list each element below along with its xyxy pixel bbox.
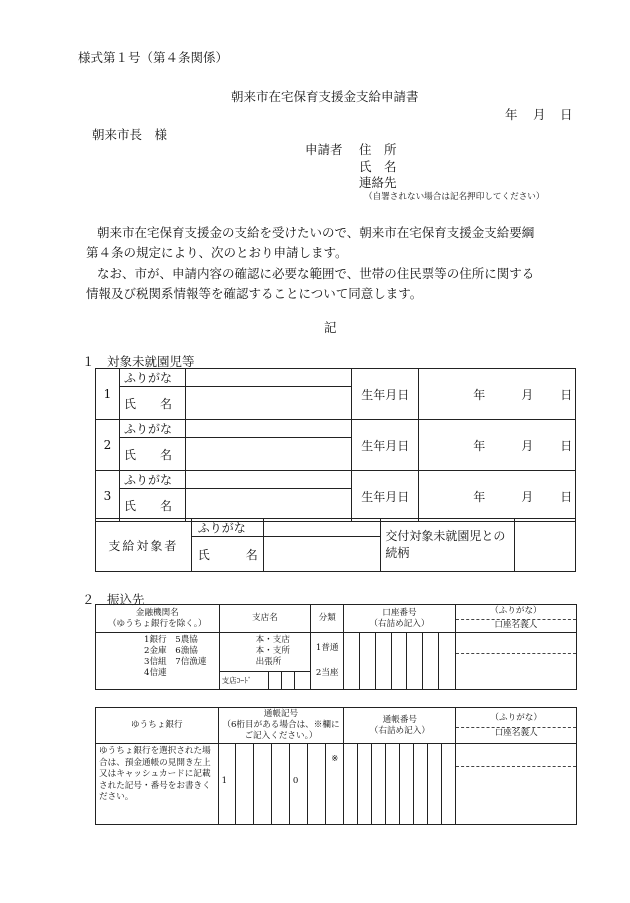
name-label: 氏 名: [119, 438, 185, 471]
name-label: 氏 名: [119, 489, 185, 522]
furigana-label: ふりがな: [119, 369, 185, 387]
child-number: 2: [96, 420, 120, 471]
birth-field[interactable]: 年 月 日: [419, 471, 576, 522]
date-year: 年: [505, 107, 518, 122]
child-number: 3: [96, 471, 120, 522]
date-month: 月: [533, 107, 546, 122]
recipient-furigana-field[interactable]: [263, 519, 381, 537]
body-line-3: なお、市が、申請内容の確認に必要な範囲で、世帯の住民票等の住所に関する: [97, 266, 535, 281]
furigana-field[interactable]: [185, 369, 352, 387]
name-field[interactable]: [185, 489, 352, 522]
body-line-4: 情報及び税関系情報等を確認することについて同意します。: [86, 286, 423, 301]
recipient-name-label: 氏 名: [191, 537, 263, 572]
account-number-header: 口座番号 （右詰め記入）: [344, 605, 456, 633]
furigana-field[interactable]: [185, 471, 352, 489]
recipient-label: 支給対象者: [96, 519, 192, 572]
birth-field[interactable]: 年 月 日: [419, 369, 576, 420]
body-line-2: 第４条の規定により、次のとおり申請します。: [86, 245, 348, 260]
branch-code-field[interactable]: 支店ｺｰﾄﾞ: [220, 671, 311, 689]
category-header: 分類: [311, 605, 344, 633]
relation-field[interactable]: [515, 519, 576, 572]
yucho-holder-field[interactable]: [456, 744, 577, 825]
birth-field[interactable]: 年 月 日: [419, 420, 576, 471]
child-number: 1: [96, 369, 120, 420]
yucho-note: ゆうちょ銀行を選択された場合は、預金通帳の見開き左上又はキャッシュカードに記載された記号・番号をお書きください。: [96, 744, 219, 825]
birth-label: 生年月日: [352, 420, 419, 471]
bank-type-field[interactable]: 1銀行 5農協 2金庫 6漁協 3信組 7信漁連 4信連: [96, 633, 220, 690]
holder-field[interactable]: [455, 633, 576, 690]
birth-label: 生年月日: [352, 369, 419, 420]
yucho-holder-header: （ふりがな） 口座名義人: [456, 708, 577, 744]
recipient-table: [95, 518, 576, 572]
body-line-1: 朝来市在宅保育支援金の支給を受けたいので、朝来市在宅保育支援金支給要綱: [97, 225, 535, 240]
ki-mark: 記: [324, 320, 337, 335]
children-table: [95, 368, 576, 522]
name-field[interactable]: [185, 438, 352, 471]
form-number: 様式第１号（第４条関係）: [78, 50, 229, 65]
applicant-label: 申請者: [305, 142, 343, 157]
extra-digit-field[interactable]: ※: [326, 744, 344, 825]
account-number-field[interactable]: [344, 633, 456, 690]
applicant-note: （自署されない場合は記名押印してください）: [364, 192, 545, 202]
furigana-field[interactable]: [185, 420, 352, 438]
passbook-number-field[interactable]: [344, 744, 456, 825]
furigana-label: ふりがな: [119, 420, 185, 438]
account-type-field[interactable]: 1普通 2当座: [311, 633, 344, 690]
recipient-name-field[interactable]: [263, 537, 381, 572]
bank-table: [95, 604, 577, 690]
document-title: 朝来市在宅保育支援金支給申請書: [231, 89, 419, 104]
bank-name-header: 金融機関名 （ゆうちょ銀行を除く。）: [96, 605, 220, 633]
yucho-header: ゆうちょ銀行: [96, 708, 219, 744]
applicant-contact: 連絡先: [359, 175, 397, 190]
passbook-symbol-header: 通帳記号 （6桁目がある場合は、※欄にご記入ください。）: [218, 708, 344, 744]
birth-label: 生年月日: [352, 471, 419, 522]
applicant-name: 氏 名: [359, 159, 397, 174]
holder-header: （ふりがな） 口座名義人: [455, 605, 576, 633]
passbook-symbol-field[interactable]: 1 0: [218, 744, 326, 825]
passbook-number-header: 通帳番号 （右詰め記入）: [344, 708, 456, 744]
section-2-heading: ２ 振込先: [82, 592, 145, 607]
recipient-furigana-label: ふりがな: [191, 519, 263, 537]
date-day: 日: [560, 107, 573, 122]
yucho-table: [95, 707, 577, 825]
furigana-label: ふりがな: [119, 471, 185, 489]
addressee: 朝来市長 様: [92, 127, 168, 142]
name-field[interactable]: [185, 387, 352, 420]
section-1-heading: １ 対象未就園児等: [82, 354, 195, 369]
relation-label: 交付対象未就園児との続柄: [381, 519, 515, 572]
name-label: 氏 名: [119, 387, 185, 420]
branch-header: 支店名: [219, 605, 311, 633]
applicant-address: 住 所: [359, 142, 397, 157]
branch-field[interactable]: 本・支店 本・支所 出張所 支店ｺｰﾄﾞ: [219, 633, 311, 690]
